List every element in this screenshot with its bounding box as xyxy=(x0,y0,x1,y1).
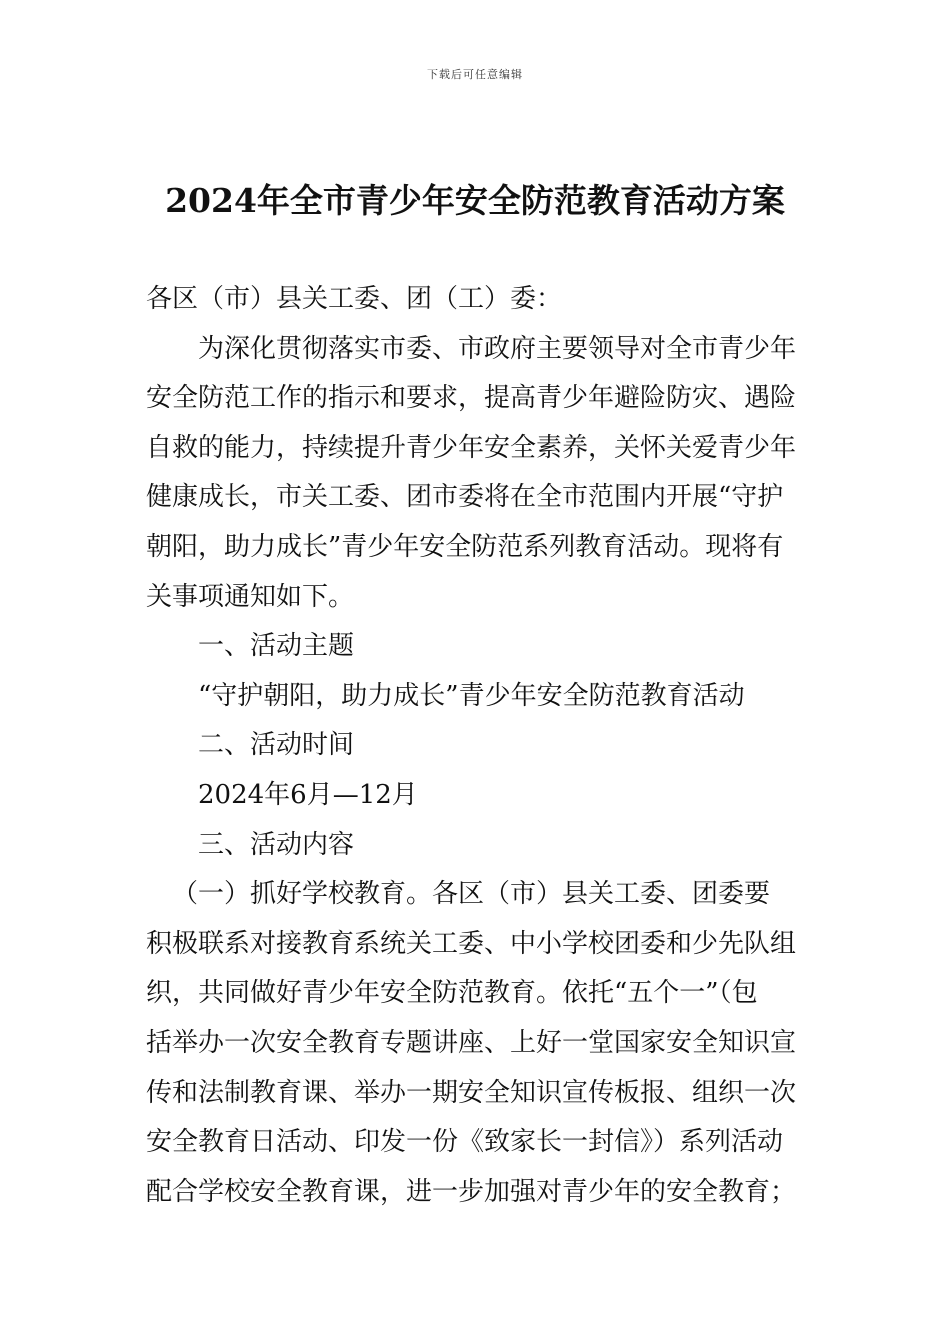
intro-line-1: 为深化贯彻落实市委、市政府主要领导对全市青少年 xyxy=(198,333,797,364)
intro-line-6: 关事项通知如下。 xyxy=(146,581,355,612)
header-note: 下载后可任意编辑 xyxy=(427,68,523,81)
section-3-line-1: （一）抓好学校教育。各区（市）县关工委、团委要 xyxy=(172,879,771,910)
section-2-text: 2024年6月—12月 xyxy=(198,779,418,810)
section-3-line-2: 积极联系对接教育系统关工委、中小学校团委和少先队组 xyxy=(146,928,797,959)
section-3-line-5: 传和法制教育课、举办一期安全知识宣传板报、组织一次 xyxy=(146,1077,797,1108)
intro-line-3: 自救的能力，持续提升青少年安全素养，关怀关爱青少年 xyxy=(146,432,797,463)
salutation: 各区（市）县关工委、团（工）委： xyxy=(146,284,563,314)
document-body xyxy=(146,275,810,1217)
intro-line-2: 安全防范工作的指示和要求，提高青少年避险防灾、遇险 xyxy=(146,383,797,414)
section-3-line-4: 括举办一次安全教育专题讲座、上好一堂国家安全知识宣 xyxy=(146,1027,797,1058)
section-3-line-3: 织，共同做好青少年安全防范教育。依托“五个一”（包 xyxy=(146,978,758,1009)
intro-line-4: 健康成长，市关工委、团市委将在全市范围内开展“守护 xyxy=(146,482,784,513)
section-3-line-7: 配合学校安全教育课，进一步加强对青少年的安全教育； xyxy=(146,1176,797,1207)
intro-line-5: 朝阳，助力成长”青少年安全防范系列教育活动。现将有 xyxy=(146,531,784,562)
section-1-heading: 一、活动主题 xyxy=(198,631,355,662)
section-2-heading: 二、活动时间 xyxy=(198,730,355,761)
section-3-heading: 三、活动内容 xyxy=(198,829,355,860)
section-3-line-6: 安全教育日活动、印发一份《致家长一封信》）系列活动 xyxy=(146,1127,784,1158)
document-title: 2024年全市青少年安全防范教育活动方案 xyxy=(165,181,785,220)
section-1-text: “守护朝阳，助力成长”青少年安全防范教育活动 xyxy=(198,680,745,711)
